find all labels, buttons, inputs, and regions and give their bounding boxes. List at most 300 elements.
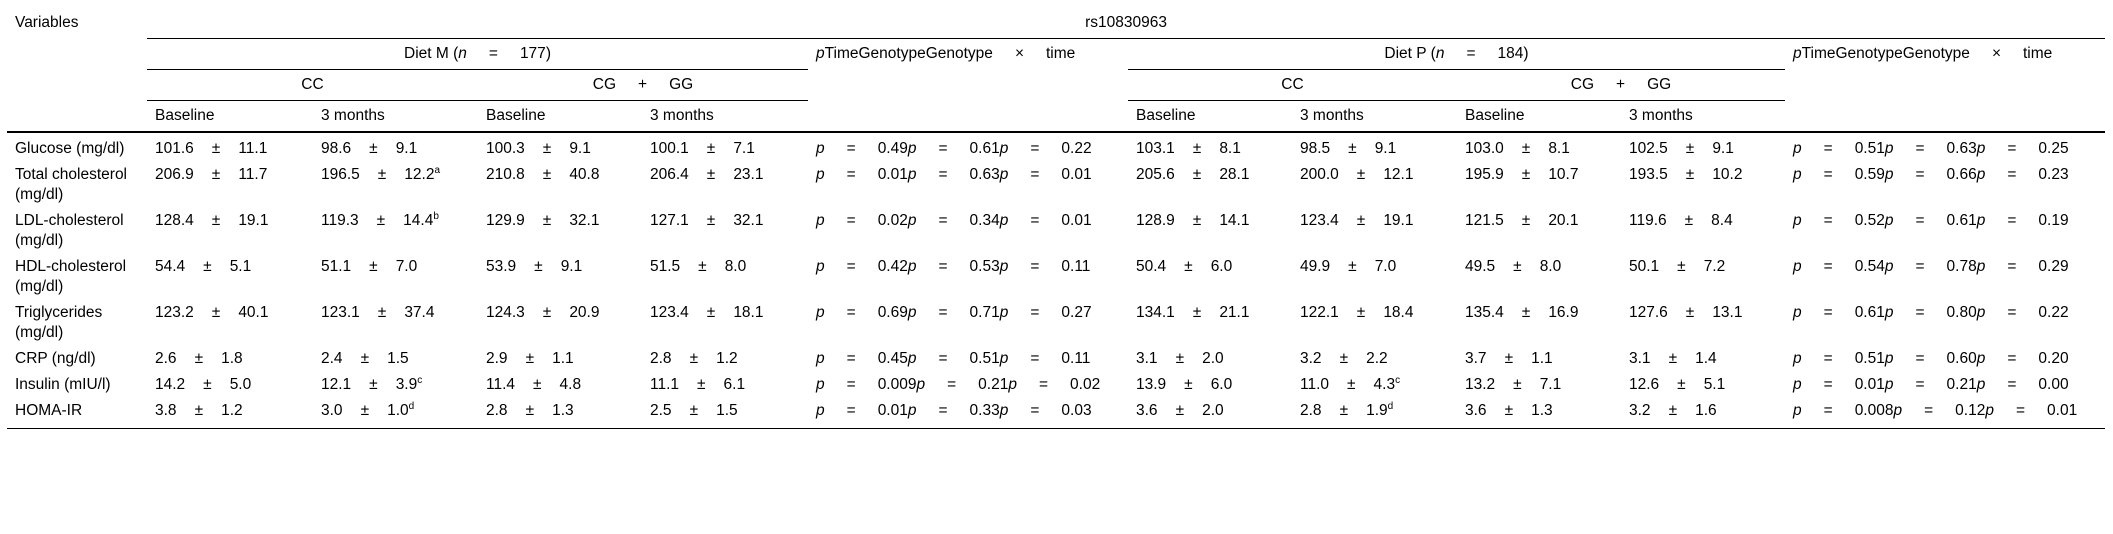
- mean-value: 127.6: [1629, 304, 1668, 321]
- mean-value: 13.2: [1465, 376, 1496, 393]
- p-value: 0.51: [1854, 140, 1885, 157]
- p-symbol: p: [999, 350, 1009, 367]
- mean-value: 12.1: [321, 376, 352, 393]
- variable-name: CRP (ng/dl): [15, 350, 96, 367]
- p-value: 0.25: [2038, 140, 2069, 157]
- eq-symbol: =: [1823, 402, 1833, 419]
- p-value: 0.45: [877, 350, 908, 367]
- eq-symbol: =: [1823, 350, 1833, 367]
- mean-value: 3.1: [1136, 350, 1158, 367]
- mean-value: 210.8: [486, 166, 525, 183]
- p-symbol: p: [1893, 402, 1903, 419]
- mean-value: 123.2: [155, 304, 194, 321]
- pm-symbol: ±: [369, 140, 378, 157]
- p-value: 0.02: [877, 212, 908, 229]
- pm-symbol: ±: [1685, 166, 1695, 183]
- pm-symbol: ±: [689, 350, 699, 367]
- table-row: [7, 162, 2105, 208]
- pm-symbol: ±: [1175, 350, 1185, 367]
- value-cell: [1292, 372, 1457, 398]
- p-value: 0.01: [877, 166, 908, 183]
- p-value: 0.01: [1061, 166, 1092, 183]
- pm-symbol: ±: [1677, 376, 1686, 393]
- pm-symbol: ±: [377, 166, 387, 183]
- sd-value: 19.1: [1383, 212, 1414, 229]
- eq-symbol: =: [1030, 304, 1040, 321]
- mean-value: 12.6: [1629, 376, 1660, 393]
- value-cell: [1621, 132, 1785, 162]
- pm-symbol: ±: [1192, 212, 1202, 229]
- table-row: [7, 398, 2105, 429]
- pm-symbol: ±: [1192, 304, 1202, 321]
- p-values-cell: [808, 132, 1128, 162]
- eq-symbol: =: [938, 304, 948, 321]
- value-cell: [147, 372, 313, 398]
- eq-symbol: =: [2007, 140, 2017, 157]
- p-value: 0.008: [1854, 402, 1894, 419]
- eq-symbol: =: [938, 166, 948, 183]
- sd-value: 14.1: [1219, 212, 1250, 229]
- sd-value: 10.7: [1548, 166, 1579, 183]
- mean-value: 193.5: [1629, 166, 1668, 183]
- months3-header: 3 months: [1621, 101, 1785, 133]
- sd-value: 8.0: [724, 258, 747, 275]
- pm-symbol: ±: [360, 350, 370, 367]
- mean-value: 2.8: [486, 402, 508, 419]
- p-symbol: p: [999, 140, 1009, 157]
- value-cell: [478, 132, 642, 162]
- p-value: 0.53: [969, 258, 1000, 275]
- value-cell: [478, 398, 642, 429]
- sd-value: 12.2: [404, 166, 435, 183]
- mean-value: 195.9: [1465, 166, 1504, 183]
- sd-value: 6.0: [1210, 376, 1233, 393]
- p-symbol: p: [1793, 166, 1802, 183]
- mean-value: 3.0: [321, 402, 343, 419]
- value-cell: [313, 300, 478, 346]
- p-values-cell: [1785, 132, 2105, 162]
- mean-value: 100.3: [486, 140, 525, 157]
- sd-value: 7.0: [1374, 258, 1397, 275]
- p-symbol: p: [816, 402, 825, 419]
- value-cell: [1128, 398, 1292, 429]
- p-value: 0.21: [1946, 376, 1977, 393]
- eq-symbol: =: [1823, 140, 1833, 157]
- p-symbol: p: [999, 212, 1009, 229]
- pm-symbol: ±: [1513, 376, 1522, 393]
- p-symbol: p: [999, 304, 1009, 321]
- footnote-mark: c: [1395, 374, 1401, 386]
- p-value: 0.49: [877, 140, 908, 157]
- eq-symbol: =: [1823, 258, 1833, 275]
- eq-symbol: =: [938, 258, 948, 275]
- p-value: 0.71: [969, 304, 1000, 321]
- mean-value: 2.5: [650, 402, 672, 419]
- sd-value: 1.1: [1531, 350, 1553, 367]
- sd-value: 5.0: [229, 376, 252, 393]
- eq-symbol: =: [1915, 140, 1925, 157]
- p-symbol: p: [907, 212, 917, 229]
- p-value: 0.20: [2038, 350, 2069, 367]
- p-value: 0.009: [877, 376, 917, 393]
- mean-value: 11.4: [486, 376, 516, 393]
- pm-symbol: ±: [706, 140, 716, 157]
- p-value: 0.63: [969, 166, 1000, 183]
- pm-symbol: ±: [1677, 258, 1686, 275]
- value-cell: [478, 162, 642, 208]
- eq-symbol: =: [2015, 402, 2026, 419]
- pm-symbol: ±: [706, 212, 716, 229]
- mean-value: 3.8: [155, 402, 177, 419]
- p-time-header-m: pTimeGenotypeGenotype × time: [808, 39, 1128, 70]
- value-cell: [642, 254, 808, 300]
- value-cell: [642, 132, 808, 162]
- mean-value: 206.9: [155, 166, 194, 183]
- value-cell: [478, 346, 642, 372]
- eq-symbol: =: [1915, 212, 1925, 229]
- p-value: 0.51: [969, 350, 1000, 367]
- pm-symbol: ±: [1348, 258, 1357, 275]
- variable-name: LDL-cholesterol (mg/dl): [15, 212, 124, 249]
- p-values-cell: [1785, 398, 2105, 429]
- pm-symbol: ±: [698, 258, 707, 275]
- p-value: 0.60: [1946, 350, 1977, 367]
- table-body: [7, 132, 2105, 429]
- value-cell: [313, 162, 478, 208]
- mean-value: 128.4: [155, 212, 194, 229]
- eq-symbol: =: [1915, 376, 1925, 393]
- value-cell: [1292, 132, 1457, 162]
- baseline-header: Baseline: [1128, 101, 1292, 133]
- sd-value: 11.1: [238, 140, 268, 157]
- mean-value: 129.9: [486, 212, 525, 229]
- value-cell: [1621, 346, 1785, 372]
- table-row: [7, 372, 2105, 398]
- value-cell: [147, 346, 313, 372]
- sd-value: 32.1: [733, 212, 764, 229]
- footnote-mark: a: [434, 164, 441, 176]
- mean-value: 128.9: [1136, 212, 1175, 229]
- value-cell: [642, 300, 808, 346]
- cc-header-m: CC: [147, 70, 478, 101]
- mean-value: 3.2: [1629, 402, 1651, 419]
- value-cell: [1621, 254, 1785, 300]
- sd-value: 11.7: [238, 166, 268, 183]
- sd-value: 5.1: [229, 258, 252, 275]
- pm-symbol: ±: [1356, 166, 1366, 183]
- p-symbol: p: [1793, 376, 1802, 393]
- months3-header: 3 months: [642, 101, 808, 133]
- mean-value: 101.6: [155, 140, 194, 157]
- value-cell: [1128, 208, 1292, 254]
- pm-symbol: ±: [211, 304, 221, 321]
- value-cell: [1457, 300, 1621, 346]
- sd-value: 7.1: [733, 140, 755, 157]
- value-cell: [1621, 398, 1785, 429]
- p-symbol: p: [999, 402, 1009, 419]
- eq-symbol: =: [1915, 258, 1925, 275]
- baseline-header: Baseline: [147, 101, 313, 133]
- mean-value: 51.1: [321, 258, 352, 275]
- sd-value: 20.9: [569, 304, 600, 321]
- p-value: 0.01: [877, 402, 908, 419]
- mean-value: 3.6: [1465, 402, 1487, 419]
- value-cell: [642, 398, 808, 429]
- pm-symbol: ±: [533, 376, 542, 393]
- value-cell: [642, 372, 808, 398]
- pm-symbol: ±: [1521, 304, 1531, 321]
- diet-p-header: Diet P (n = 184): [1128, 39, 1785, 70]
- p-symbol: p: [1884, 350, 1894, 367]
- p-value: 0.51: [1854, 350, 1885, 367]
- sd-value: 1.2: [716, 350, 738, 367]
- p-symbol: p: [816, 140, 825, 157]
- p-symbol: p: [816, 212, 825, 229]
- eq-symbol: =: [2007, 166, 2017, 183]
- p-value: 0.22: [2038, 304, 2069, 321]
- eq-symbol: =: [846, 304, 856, 321]
- pm-symbol: ±: [376, 212, 386, 229]
- pm-symbol: ±: [1504, 350, 1514, 367]
- p-symbol: p: [1793, 402, 1802, 419]
- sd-value: 40.1: [238, 304, 269, 321]
- mean-value: 123.1: [321, 304, 360, 321]
- results-table: [7, 8, 2105, 429]
- p-symbol: p: [816, 304, 825, 321]
- sd-value: 8.4: [1711, 212, 1733, 229]
- mean-value: 98.6: [321, 140, 352, 157]
- eq-symbol: =: [1030, 258, 1040, 275]
- months3-header: 3 months: [313, 101, 478, 133]
- sd-value: 28.1: [1219, 166, 1250, 183]
- footnote-mark: d: [408, 400, 415, 412]
- p-symbol: p: [1976, 350, 1986, 367]
- sd-value: 9.1: [1712, 140, 1734, 157]
- cg-gg-header-p: CG + GG: [1457, 70, 1785, 101]
- p-value: 0.61: [1946, 212, 1977, 229]
- variable-name: Total cholesterol (mg/dl): [15, 166, 128, 203]
- sd-value: 1.3: [1531, 402, 1553, 419]
- sd-value: 7.0: [395, 258, 418, 275]
- mean-value: 49.9: [1300, 258, 1331, 275]
- sd-value: 10.2: [1712, 166, 1743, 183]
- value-cell: [1128, 254, 1292, 300]
- value-cell: [1292, 398, 1457, 429]
- sd-value: 2.0: [1202, 350, 1224, 367]
- pm-symbol: ±: [194, 402, 204, 419]
- mean-value: 14.2: [155, 376, 186, 393]
- p-symbol: p: [1985, 402, 1994, 419]
- mean-value: 2.4: [321, 350, 343, 367]
- sd-value: 6.0: [1210, 258, 1233, 275]
- variable-name: HOMA-IR: [7, 398, 147, 429]
- p-value: 0.23: [2038, 166, 2069, 183]
- mean-value: 134.1: [1136, 304, 1175, 321]
- mean-value: 122.1: [1300, 304, 1339, 321]
- value-cell: [1457, 346, 1621, 372]
- pm-symbol: ±: [369, 376, 378, 393]
- p-value: 0.01: [1854, 376, 1885, 393]
- sd-value: 1.8: [221, 350, 243, 367]
- mean-value: 3.1: [1629, 350, 1651, 367]
- p-values-cell: [808, 398, 1128, 429]
- p-values-cell: [1785, 300, 2105, 346]
- p-values-cell: [1785, 254, 2105, 300]
- mean-value: 119.3: [321, 212, 359, 229]
- eq-symbol: =: [1038, 376, 1049, 393]
- pm-symbol: ±: [706, 304, 716, 321]
- value-cell: [147, 208, 313, 254]
- cc-header-p: CC: [1128, 70, 1457, 101]
- mean-value: 11.0: [1300, 376, 1330, 393]
- sd-value: 9.1: [395, 140, 418, 157]
- value-cell: [1128, 132, 1292, 162]
- pm-symbol: ±: [377, 304, 387, 321]
- value-cell: [313, 398, 478, 429]
- pm-symbol: ±: [1184, 376, 1193, 393]
- p-value: 0.80: [1946, 304, 1977, 321]
- pm-symbol: ±: [525, 350, 535, 367]
- p-symbol: p: [1884, 212, 1894, 229]
- sd-value: 18.1: [733, 304, 764, 321]
- p-value: 0.03: [1061, 402, 1092, 419]
- mean-value: 135.4: [1465, 304, 1504, 321]
- pm-symbol: ±: [689, 402, 699, 419]
- eq-symbol: =: [1823, 166, 1833, 183]
- mean-value: 196.5: [321, 166, 360, 183]
- p-values-cell: [808, 254, 1128, 300]
- p-value: 0.61: [969, 140, 1000, 157]
- eq-symbol: =: [846, 402, 856, 419]
- p-values-cell: [808, 346, 1128, 372]
- value-cell: [1457, 372, 1621, 398]
- eq-symbol: =: [1030, 350, 1040, 367]
- p-values-cell: [1785, 208, 2105, 254]
- value-cell: [147, 254, 313, 300]
- eq-symbol: =: [1030, 166, 1040, 183]
- table-row: [7, 132, 2105, 162]
- mean-value: 103.1: [1136, 140, 1175, 157]
- eq-symbol: =: [2007, 212, 2017, 229]
- sd-value: 8.1: [1219, 140, 1241, 157]
- sd-value: 37.4: [404, 304, 435, 321]
- sd-value: 1.6: [1695, 402, 1717, 419]
- value-cell: [1292, 346, 1457, 372]
- mean-value: 102.5: [1629, 140, 1668, 157]
- sd-value: 20.1: [1548, 212, 1579, 229]
- mean-value: 205.6: [1136, 166, 1175, 183]
- sd-value: 2.0: [1202, 402, 1224, 419]
- eq-symbol: =: [938, 212, 948, 229]
- sd-value: 2.2: [1366, 350, 1388, 367]
- p-symbol: p: [1008, 376, 1017, 393]
- sd-value: 16.9: [1548, 304, 1579, 321]
- pm-symbol: ±: [1521, 140, 1531, 157]
- p-symbol: p: [1976, 304, 1986, 321]
- pm-symbol: ±: [211, 166, 221, 183]
- p-symbol: p: [1884, 304, 1894, 321]
- mean-value: 98.5: [1300, 140, 1331, 157]
- p-value: 0.19: [2038, 212, 2069, 229]
- mean-value: 2.9: [486, 350, 508, 367]
- pm-symbol: ±: [542, 304, 552, 321]
- value-cell: [1621, 208, 1785, 254]
- p-values-cell: [808, 300, 1128, 346]
- sd-value: 1.3: [552, 402, 574, 419]
- eq-symbol: =: [2007, 304, 2017, 321]
- table-row: [7, 300, 2105, 346]
- value-cell: [1457, 398, 1621, 429]
- p-value: 0.54: [1854, 258, 1885, 275]
- mean-value: 2.6: [155, 350, 177, 367]
- table-row: [7, 254, 2105, 300]
- pm-symbol: ±: [1339, 350, 1349, 367]
- pm-symbol: ±: [542, 140, 552, 157]
- pm-symbol: ±: [534, 258, 543, 275]
- sd-value: 21.1: [1219, 304, 1250, 321]
- value-cell: [478, 254, 642, 300]
- value-cell: [1457, 132, 1621, 162]
- p-symbol: p: [1976, 376, 1986, 393]
- sd-value: 9.1: [569, 140, 591, 157]
- variable-name: HDL-cholesterol (mg/dl): [15, 258, 127, 295]
- value-cell: [1128, 346, 1292, 372]
- p-symbol: p: [1884, 166, 1894, 183]
- pm-symbol: ±: [1339, 402, 1349, 419]
- p-values-cell: [808, 162, 1128, 208]
- p-value: 0.33: [969, 402, 1000, 419]
- mean-value: 119.6: [1629, 212, 1667, 229]
- eq-symbol: =: [846, 212, 856, 229]
- pm-symbol: ±: [525, 402, 535, 419]
- p-value: 0.12: [1955, 402, 1986, 419]
- p-value: 0.01: [1061, 212, 1092, 229]
- p-symbol: p: [1884, 140, 1894, 157]
- mean-value: 11.1: [650, 376, 680, 393]
- value-cell: [478, 372, 642, 398]
- p-symbol: p: [816, 376, 825, 393]
- mean-value: 2.8: [650, 350, 672, 367]
- value-cell: [1292, 254, 1457, 300]
- eq-symbol: =: [1915, 304, 1925, 321]
- footnote-mark: c: [417, 374, 423, 386]
- value-cell: [1621, 300, 1785, 346]
- p-symbol: p: [1793, 350, 1802, 367]
- sd-value: 12.1: [1383, 166, 1414, 183]
- eq-symbol: =: [2007, 350, 2017, 367]
- baseline-header: Baseline: [478, 101, 642, 133]
- eq-symbol: =: [1915, 350, 1925, 367]
- mean-value: 2.8: [1300, 402, 1322, 419]
- snp-header: rs10830963: [1085, 14, 1167, 31]
- months3-header: 3 months: [1292, 101, 1457, 133]
- value-cell: [313, 346, 478, 372]
- pm-symbol: ±: [1356, 304, 1366, 321]
- p-values-cell: [808, 372, 1128, 398]
- sd-value: 7.1: [1539, 376, 1562, 393]
- sd-value: 5.1: [1703, 376, 1726, 393]
- value-cell: [642, 162, 808, 208]
- value-cell: [1457, 162, 1621, 208]
- pm-symbol: ±: [203, 376, 212, 393]
- pm-symbol: ±: [1192, 166, 1202, 183]
- variable-name: Glucose (mg/dl): [15, 140, 125, 157]
- sd-value: 23.1: [733, 166, 764, 183]
- p-value: 0.66: [1946, 166, 1977, 183]
- mean-value: 50.1: [1629, 258, 1660, 275]
- mean-value: 50.4: [1136, 258, 1167, 275]
- pm-symbol: ±: [1504, 402, 1514, 419]
